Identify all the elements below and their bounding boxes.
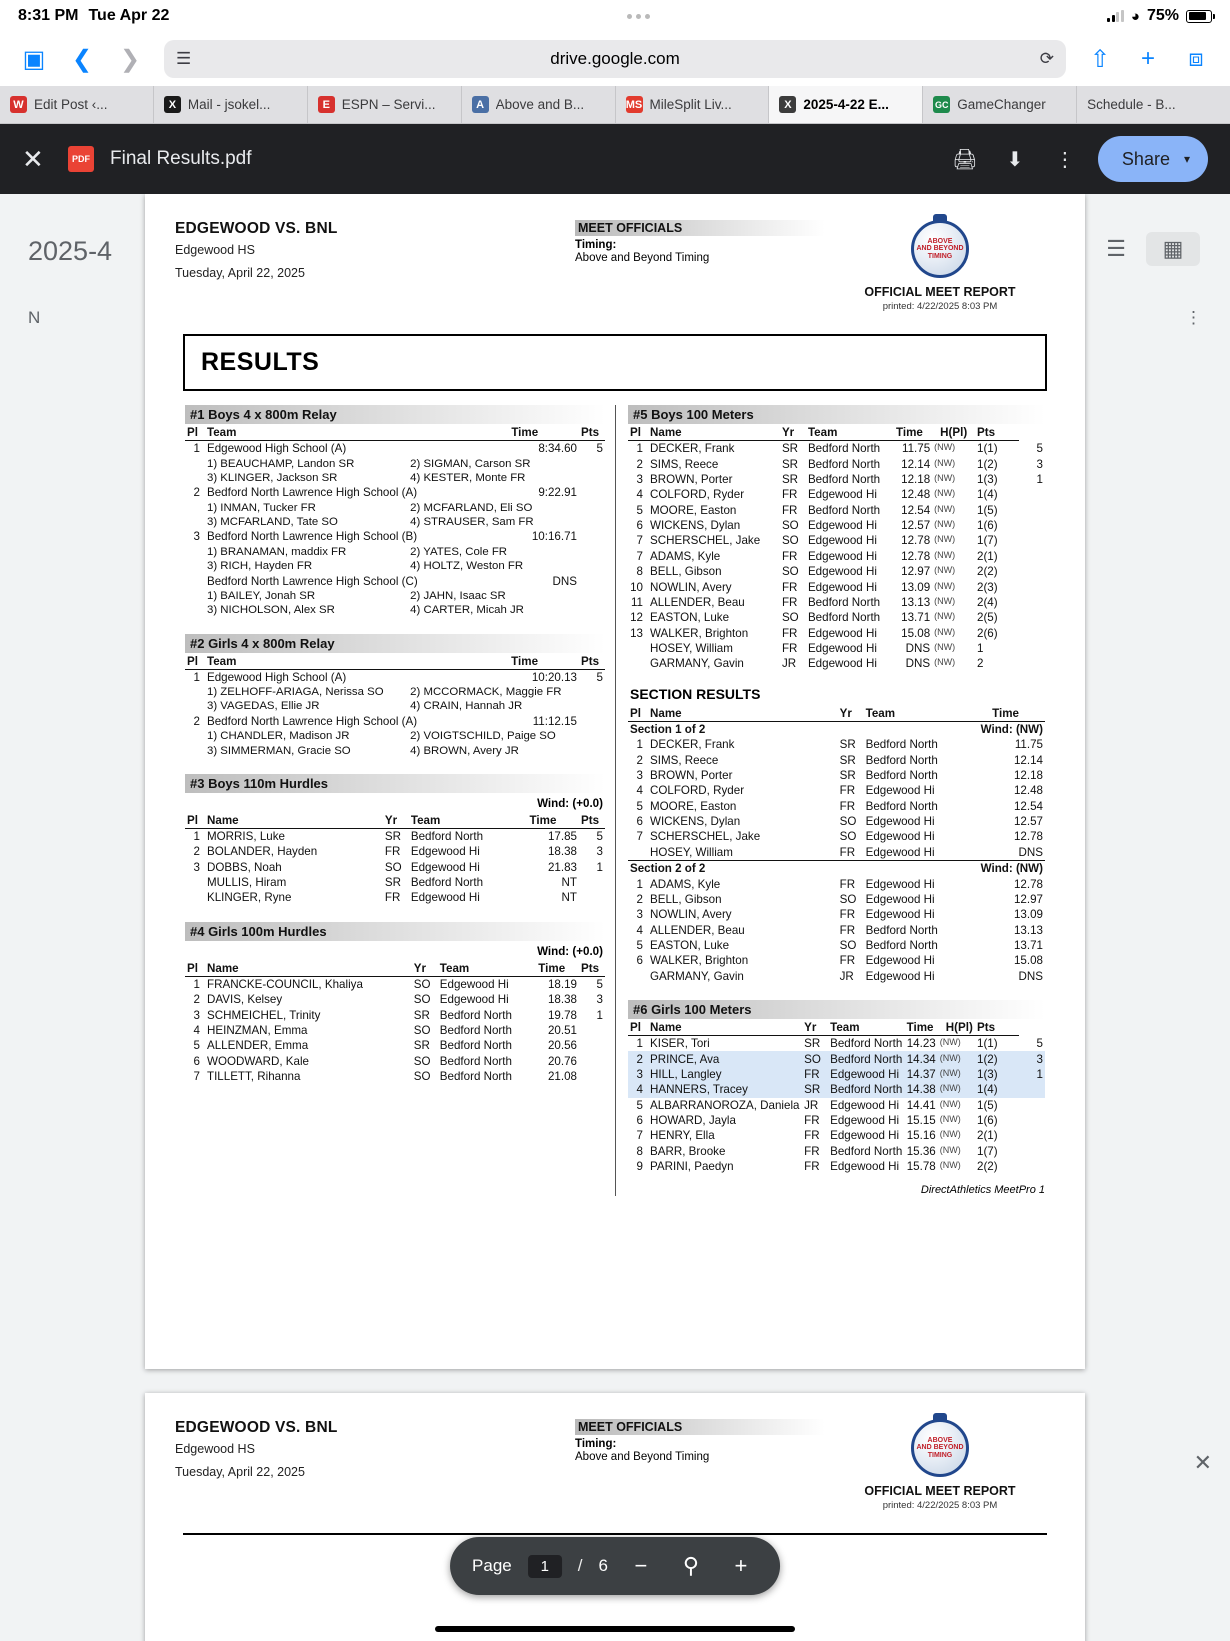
dynamic-island-dots bbox=[627, 14, 650, 19]
timing-logo-icon: ABOVE AND BEYOND TIMING bbox=[911, 220, 969, 278]
event-title-6: #6 Girls 100 Meters bbox=[628, 1000, 1045, 1019]
report-title: OFFICIAL MEET REPORT bbox=[864, 285, 1016, 299]
pdf-file-icon: PDF bbox=[68, 146, 94, 172]
tab-favicon-6: GC bbox=[933, 96, 950, 113]
printed-timestamp: printed: 4/22/2025 8:03 PM bbox=[882, 301, 998, 312]
tab-favicon-5: X bbox=[779, 96, 796, 113]
relay-legs: 1) BEAUCHAMP, Landon SR 2) SIGMAN, Carson SR bbox=[207, 457, 531, 470]
table-row: 3 Bedford North Lawrence High School (B) 10:16.71 bbox=[193, 530, 577, 544]
event-title-1: #1 Boys 4 x 800m Relay bbox=[185, 405, 605, 424]
results-banner bbox=[183, 334, 1047, 391]
table-row: 5 MOORE, Easton FR Bedford North 12.54 bbox=[636, 799, 1043, 813]
table-row: 2 DAVIS, Kelsey SO Edgewood Hi 18.38 3 bbox=[193, 993, 603, 1007]
meet-date: Tuesday, April 22, 2025 bbox=[175, 266, 305, 280]
col-name: Name bbox=[648, 705, 838, 722]
col-team: Team bbox=[205, 424, 509, 441]
sidebar-icon[interactable]: ▣ bbox=[22, 45, 46, 73]
printed-timestamp: printed: 4/22/2025 8:03 PM bbox=[882, 1500, 998, 1511]
relay-legs: 3) NICHOLSON, Alex SR 4) CARTER, Micah JR bbox=[207, 604, 524, 617]
tab-overview-icon[interactable]: ⧈ bbox=[1188, 45, 1204, 72]
col-pl: Pl bbox=[185, 653, 205, 670]
left-column bbox=[175, 405, 615, 1196]
table-row: 7 SCHERSCHEL, Jake SO Edgewood Hi 12.78 bbox=[636, 830, 1043, 844]
col-pl: Pl bbox=[185, 812, 205, 829]
table-row-highlighted: 4 HANNERS, Tracey SR Bedford North 14.38 (NW) 1(4) bbox=[628, 1082, 1045, 1097]
relay-legs: 1) INMAN, Tucker FR 2) MCFARLAND, Eli SO bbox=[207, 501, 533, 514]
meet-venue: Edgewood HS bbox=[175, 1442, 255, 1456]
table-row: 8 BARR, Brooke FR Bedford North 15.36 (NW) 1(7) bbox=[636, 1144, 998, 1158]
table-row: 7 SCHERSCHEL, Jake SO Edgewood Hi 12.78 (NW) 1(7) bbox=[636, 534, 998, 548]
section-results-table bbox=[628, 705, 1045, 984]
section-header-row: Section 1 of 2 Wind: (NW) bbox=[630, 722, 1043, 736]
table-row: 2 Bedford North Lawrence High School (A) 11:12.15 bbox=[193, 714, 577, 728]
table-row: 4 COLFORD, Ryder FR Edgewood Hi 12.48 bbox=[636, 784, 1043, 798]
col-team: Team bbox=[205, 653, 509, 670]
col-pl: Pl bbox=[185, 960, 205, 977]
tab-bar bbox=[0, 86, 1230, 124]
table-row: 8 BELL, Gibson SO Edgewood Hi 12.97 (NW) 2(2) bbox=[636, 565, 998, 579]
meet-venue: Edgewood HS bbox=[175, 243, 255, 257]
tab-label-2: ESPN – Servi... bbox=[341, 97, 436, 112]
table-row: 13 WALKER, Brighton FR Edgewood Hi 15.08 (NW) 2(6) bbox=[630, 626, 998, 640]
col-yr: Yr bbox=[838, 705, 864, 722]
forward-icon[interactable]: ❯ bbox=[119, 45, 141, 73]
table-row: 1 ADAMS, Kyle FR Edgewood Hi 12.78 bbox=[636, 877, 1043, 891]
col-pts: Pts bbox=[579, 424, 605, 441]
page-total: 6 bbox=[598, 1556, 608, 1575]
results-banner-top-edge bbox=[183, 1533, 1047, 1535]
results-banner-text: RESULTS bbox=[201, 348, 320, 376]
table-row: 3 BROWN, Porter SR Bedford North 12.18 (NW) 1(3) 1 bbox=[636, 472, 1043, 486]
event-table-1 bbox=[185, 424, 605, 618]
page-navigation-toolbar[interactable] bbox=[450, 1537, 780, 1595]
print-icon[interactable]: 🖨 bbox=[952, 148, 978, 171]
table-row: 2 SIMS, Reece SR Bedford North 12.14 bbox=[636, 753, 1043, 767]
software-credit: DirectAthletics MeetPro 1 bbox=[920, 1184, 1045, 1197]
more-vertical-icon[interactable]: ⋮ bbox=[1054, 148, 1075, 171]
col-pl: Pl bbox=[628, 424, 648, 441]
col-pl: Pl bbox=[628, 705, 648, 722]
report-title: OFFICIAL MEET REPORT bbox=[864, 1484, 1016, 1498]
grid-view-icon[interactable]: ▦ bbox=[1146, 232, 1200, 266]
col-name: Name bbox=[648, 1019, 802, 1036]
section-results-title: SECTION RESULTS bbox=[630, 685, 761, 702]
browser-tab-7[interactable] bbox=[1077, 86, 1230, 123]
table-row: 5 ALBARRANOROZA, Daniela JR Edgewood Hi 14.41 (NW) 1(5) bbox=[636, 1098, 998, 1112]
table-row: 7 HENRY, Ella FR Edgewood Hi 15.16 (NW) 2(1) bbox=[636, 1129, 998, 1143]
document-header bbox=[175, 220, 1055, 312]
meet-date: Tuesday, April 22, 2025 bbox=[175, 1465, 305, 1479]
table-row: 1 Edgewood High School (A) 10:20.13 5 bbox=[193, 670, 603, 684]
list-view-icon[interactable]: ☰ bbox=[1106, 236, 1126, 261]
name-column-header: N bbox=[28, 308, 41, 327]
share-button-label: Share bbox=[1121, 148, 1170, 169]
page-label: Page bbox=[472, 1556, 512, 1575]
col-team: Team bbox=[806, 424, 894, 441]
col-pts: Pts bbox=[579, 812, 605, 829]
table-row: 2 BOLANDER, Hayden FR Edgewood Hi 18.38 3 bbox=[193, 845, 603, 859]
table-row: 7 TILLETT, Rihanna SO Bedford North 21.08 bbox=[193, 1070, 577, 1084]
new-tab-icon[interactable]: + bbox=[1140, 45, 1155, 72]
table-row: GARMANY, Gavin JR Edgewood Hi DNS bbox=[650, 969, 1043, 983]
col-pl: Pl bbox=[185, 424, 205, 441]
pdf-page-1 bbox=[145, 194, 1085, 1369]
col-heat: H(Pl) bbox=[932, 424, 975, 441]
download-icon[interactable]: ⬇ bbox=[1006, 148, 1024, 171]
tab-label-3: Above and B... bbox=[495, 97, 585, 112]
tab-favicon-2: E bbox=[318, 96, 335, 113]
battery-icon bbox=[1186, 10, 1212, 23]
address-bar[interactable] bbox=[164, 40, 1066, 78]
table-row: 6 WICKENS, Dylan SO Edgewood Hi 12.57 (NW) 1(6) bbox=[636, 519, 998, 533]
table-row: 4 ALLENDER, Beau FR Bedford North 13.13 bbox=[636, 923, 1043, 937]
background-close-icon[interactable]: ✕ bbox=[1193, 1450, 1212, 1475]
col-pts: Pts bbox=[975, 1019, 1019, 1036]
event-table-3 bbox=[185, 812, 605, 906]
col-pts: Pts bbox=[579, 653, 605, 670]
timing-company: Above and Beyond Timing bbox=[575, 1451, 710, 1463]
file-name: Final Results.pdf bbox=[110, 148, 252, 169]
table-row: 12 EASTON, Luke SO Bedford North 13.71 (NW) 2(5) bbox=[630, 611, 998, 625]
zoom-out-icon[interactable]: − bbox=[634, 1553, 648, 1578]
table-row: 4 HEINZMAN, Emma SO Bedford North 20.51 bbox=[193, 1023, 577, 1037]
table-row: 6 WICKENS, Dylan SO Edgewood Hi 12.57 bbox=[636, 815, 1043, 829]
meet-officials-bar: MEET OFFICIALS bbox=[575, 1419, 825, 1435]
browser-tab-0[interactable] bbox=[0, 86, 154, 123]
status-date: Tue Apr 22 bbox=[88, 7, 170, 24]
row-more-icon[interactable]: ⋮ bbox=[1185, 308, 1202, 327]
browser-tab-2[interactable] bbox=[308, 86, 462, 123]
browser-tab-6[interactable] bbox=[923, 86, 1077, 123]
timing-company: Above and Beyond Timing bbox=[575, 252, 710, 264]
tab-favicon-3: A bbox=[472, 96, 489, 113]
table-row: 1 FRANCKE-COUNCIL, Khaliya SO Edgewood Hi 18.19 5 bbox=[193, 977, 603, 991]
col-team: Team bbox=[438, 960, 537, 977]
reader-view-icon[interactable]: ☰ bbox=[176, 49, 192, 68]
table-row: 1 MORRIS, Luke SR Bedford North 17.85 5 bbox=[193, 829, 603, 843]
table-row: 6 WALKER, Brighton FR Edgewood Hi 15.08 bbox=[636, 954, 1043, 968]
table-row: 7 ADAMS, Kyle FR Edgewood Hi 12.78 (NW) 2(1) bbox=[636, 549, 998, 563]
wifi-icon: ◕ bbox=[1130, 7, 1140, 25]
table-row: Bedford North Lawrence High School (C) DNS bbox=[207, 574, 577, 588]
table-row: 11 ALLENDER, Beau FR Bedford North 13.13 (NW) 2(4) bbox=[630, 595, 998, 609]
wind-reading-3: Wind: (+0.0) bbox=[537, 796, 603, 810]
tab-label-4: MileSplit Liv... bbox=[649, 97, 732, 112]
reload-icon[interactable]: ⟳ bbox=[1039, 49, 1054, 68]
share-button[interactable] bbox=[1098, 136, 1208, 182]
event-table-2 bbox=[185, 653, 605, 758]
table-row: 1 Edgewood High School (A) 8:34.60 5 bbox=[193, 442, 603, 456]
tab-label-0: Edit Post ‹... bbox=[34, 97, 108, 112]
table-row: 1 DECKER, Frank SR Bedford North 11.75 (NW) 1(1) 5 bbox=[636, 441, 1043, 456]
document-header-page2 bbox=[175, 1419, 1055, 1511]
folder-title: 2025-4 bbox=[28, 236, 113, 266]
browser-tab-4[interactable] bbox=[616, 86, 770, 123]
col-time: Time bbox=[528, 812, 579, 829]
col-yr: Yr bbox=[383, 812, 409, 829]
section-header-row: Section 2 of 2 Wind: (NW) bbox=[630, 862, 1043, 876]
browser-tab-3[interactable] bbox=[462, 86, 616, 123]
meet-title: EDGEWOOD VS. BNL bbox=[175, 1419, 338, 1436]
event-title-2: #2 Girls 4 x 800m Relay bbox=[185, 634, 605, 653]
pdf-page-2 bbox=[145, 1393, 1085, 1641]
tab-label-1: Mail - jsokel... bbox=[187, 97, 271, 112]
col-time: Time bbox=[905, 1019, 938, 1036]
pdf-viewer-header bbox=[0, 124, 1230, 194]
tab-label-6: GameChanger bbox=[957, 97, 1046, 112]
table-row: 9 PARINI, Paedyn FR Edgewood Hi 15.78 (NW) 2(2) bbox=[636, 1160, 998, 1174]
table-row: 5 MOORE, Easton FR Bedford North 12.54 (NW) 1(5) bbox=[636, 503, 998, 517]
tab-favicon-1: X bbox=[164, 96, 181, 113]
table-row-highlighted: 3 HILL, Langley FR Edgewood Hi 14.37 (NW) 1(3) 1 bbox=[628, 1067, 1045, 1082]
table-row-highlighted: 2 PRINCE, Ava SO Bedford North 14.34 (NW) 1(2) 3 bbox=[628, 1051, 1045, 1066]
table-row: 2 SIMS, Reece SR Bedford North 12.14 (NW) 1(2) 3 bbox=[636, 457, 1043, 471]
url-text: drive.google.com bbox=[550, 49, 680, 68]
relay-legs: 3) RICH, Hayden FR 4) HOLTZ, Weston FR bbox=[207, 560, 524, 573]
table-row: 5 ALLENDER, Emma SR Bedford North 20.56 bbox=[193, 1039, 577, 1053]
browser-tab-1[interactable] bbox=[154, 86, 308, 123]
event-table-4 bbox=[185, 960, 605, 1085]
table-row: 4 COLFORD, Ryder FR Edgewood Hi 12.48 (NW) 1(4) bbox=[636, 488, 998, 502]
table-row: 2 Bedford North Lawrence High School (A) 9:22.91 bbox=[193, 486, 577, 500]
table-row: GARMANY, Gavin JR Edgewood Hi DNS (NW) 2 bbox=[650, 657, 984, 671]
col-yr: Yr bbox=[780, 424, 806, 441]
relay-legs: 3) VAGEDAS, Ellie JR 4) CRAIN, Hannah JR bbox=[207, 700, 523, 713]
event-table-6 bbox=[628, 1019, 1045, 1174]
col-team: Team bbox=[409, 812, 528, 829]
table-row: 3 NOWLIN, Avery FR Edgewood Hi 13.09 bbox=[636, 908, 1043, 922]
wind-reading-4: Wind: (+0.0) bbox=[537, 944, 603, 958]
cellular-icon bbox=[1107, 10, 1124, 22]
col-name: Name bbox=[648, 424, 780, 441]
table-row: 5 EASTON, Luke SO Bedford North 13.71 bbox=[636, 939, 1043, 953]
table-row: HOSEY, William FR Edgewood Hi DNS (NW) 1 bbox=[650, 642, 984, 656]
table-row: MULLIS, Hiram SR Bedford North NT bbox=[207, 876, 577, 890]
relay-legs: 1) CHANDLER, Madison JR 2) VOIGTSCHILD, Paige SO bbox=[207, 730, 556, 743]
home-indicator bbox=[435, 1626, 795, 1632]
share-icon[interactable]: ⇧ bbox=[1089, 45, 1111, 73]
table-row: 3 BROWN, Porter SR Bedford North 12.18 bbox=[636, 768, 1043, 782]
battery-percent: 75% bbox=[1146, 7, 1179, 24]
table-row: 2 BELL, Gibson SO Edgewood Hi 12.97 bbox=[636, 892, 1043, 906]
col-time: Time bbox=[509, 653, 579, 670]
col-name: Name bbox=[205, 960, 412, 977]
col-yr: Yr bbox=[412, 960, 438, 977]
relay-legs: 1) ZELHOFF-ARIAGA, Nerissa SO 2) MCCORMACK, Maggie FR bbox=[207, 686, 562, 699]
magnifier-icon[interactable]: ⚲ bbox=[682, 1553, 700, 1578]
zoom-in-icon[interactable]: + bbox=[734, 1553, 748, 1578]
pdf-scroll-area[interactable] bbox=[0, 194, 1230, 1641]
col-pl: Pl bbox=[628, 1019, 648, 1036]
tab-favicon-4: MS bbox=[626, 96, 643, 113]
event-table-5 bbox=[628, 424, 1045, 672]
col-team: Team bbox=[828, 1019, 905, 1036]
event-title-3: #3 Boys 110m Hurdles bbox=[185, 774, 605, 793]
table-row: 3 SCHMEICHEL, Trinity SR Bedford North 19.78 1 bbox=[193, 1008, 603, 1022]
col-yr: Yr bbox=[802, 1019, 828, 1036]
col-time: Time bbox=[536, 960, 579, 977]
close-icon[interactable]: ✕ bbox=[22, 143, 44, 174]
meet-officials-bar: MEET OFFICIALS bbox=[575, 220, 825, 236]
event-title-4: #4 Girls 100m Hurdles bbox=[185, 922, 605, 941]
timing-logo-icon: ABOVE AND BEYOND TIMING bbox=[911, 1419, 969, 1477]
table-row: 6 HOWARD, Jayla FR Edgewood Hi 15.15 (NW) 1(6) bbox=[636, 1114, 998, 1128]
table-row: 1 KISER, Tori SR Bedford North 14.23 (NW) 1(1) 5 bbox=[636, 1036, 1043, 1051]
back-icon[interactable]: ❮ bbox=[71, 45, 93, 73]
table-row: 1 DECKER, Frank SR Bedford North 11.75 bbox=[636, 738, 1043, 752]
col-time: Time bbox=[990, 705, 1045, 722]
col-team: Team bbox=[864, 705, 991, 722]
col-pts: Pts bbox=[579, 960, 605, 977]
table-row: 6 WOODWARD, Kale SO Bedford North 20.76 bbox=[193, 1054, 577, 1068]
col-name: Name bbox=[205, 812, 383, 829]
col-time: Time bbox=[509, 424, 579, 441]
timing-label: Timing: bbox=[575, 1438, 617, 1450]
table-row: 3 DOBBS, Noah SO Edgewood Hi 21.83 1 bbox=[193, 860, 603, 874]
ios-status-bar bbox=[0, 0, 1230, 32]
col-time: Time bbox=[894, 424, 932, 441]
table-row: HOSEY, William FR Edgewood Hi DNS bbox=[650, 845, 1043, 859]
event-title-5: #5 Boys 100 Meters bbox=[628, 405, 1045, 424]
table-row: 10 NOWLIN, Avery FR Edgewood Hi 13.09 (NW) 2(3) bbox=[630, 580, 998, 594]
table-row: KLINGER, Ryne FR Edgewood Hi NT bbox=[207, 891, 577, 905]
tab-label-5: 2025-4-22 E... bbox=[803, 97, 889, 112]
right-column bbox=[615, 405, 1055, 1196]
timing-label: Timing: bbox=[575, 239, 617, 251]
tab-label-7: Schedule - B... bbox=[1087, 97, 1176, 112]
relay-legs: 1) BAILEY, Jonah SR 2) JAHN, Isaac SR bbox=[207, 589, 506, 602]
page-number-input[interactable]: 1 bbox=[528, 1555, 562, 1578]
meet-title: EDGEWOOD VS. BNL bbox=[175, 220, 338, 237]
browser-toolbar bbox=[0, 32, 1230, 86]
browser-tab-5[interactable] bbox=[769, 86, 923, 123]
page-separator: / bbox=[577, 1556, 583, 1575]
relay-legs: 1) BRANAMAN, maddix FR 2) YATES, Cole FR bbox=[207, 545, 508, 558]
col-pts: Pts bbox=[975, 424, 1019, 441]
relay-legs: 3) KLINGER, Jackson SR 4) KESTER, Monte FR bbox=[207, 471, 526, 484]
tab-favicon-0: W bbox=[10, 96, 27, 113]
relay-legs: 3) MCFARLAND, Tate SO 4) STRAUSER, Sam FR bbox=[207, 516, 534, 529]
col-heat: H(Pl) bbox=[938, 1019, 975, 1036]
status-time: 8:31 PM bbox=[18, 7, 79, 24]
relay-legs: 3) SIMMERMAN, Gracie SO 4) BROWN, Avery JR bbox=[207, 744, 519, 757]
chevron-down-icon[interactable]: ▾ bbox=[1183, 152, 1190, 166]
